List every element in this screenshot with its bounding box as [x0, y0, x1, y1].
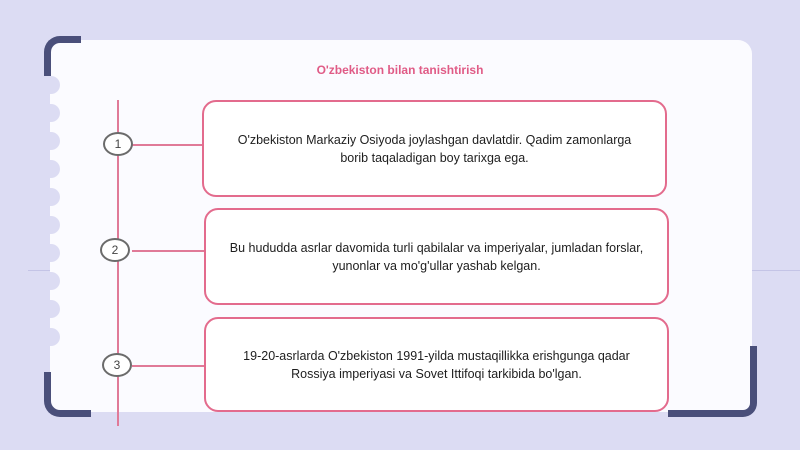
timeline-item-text: O'zbekiston Markaziy Osiyoda joylashgan davlatdir. Qadim zamonlarga borib taqaladigan boy tarixga ega. [237, 132, 632, 165]
timeline-step-number: 1 [103, 132, 133, 156]
frame-corner-bottom-right [668, 346, 757, 417]
timeline-item-text: Bu hududda asrlar davomida turli qabilalar va imperiyalar, jumladan forslar, yunonlar va mo'g'ullar yashab kelgan. [229, 240, 644, 273]
timeline-item [202, 100, 667, 197]
timeline-step-number: 3 [102, 353, 132, 377]
timeline-item-text: 19-20-asrlarda O'zbekiston 1991-yilda mustaqillikka erishgunga qadar Rossiya imperiyasi va Sovet Ittifoqi tarkibida bo'lgan. [243, 348, 630, 381]
timeline-connector [132, 365, 206, 367]
timeline-connector [132, 250, 206, 252]
timeline-step-number: 2 [100, 238, 130, 262]
timeline-connector [132, 144, 204, 146]
page-title: O'zbekiston bilan tanishtirish [316, 63, 484, 77]
frame-corner-bottom-left [44, 372, 91, 417]
timeline-item [204, 208, 669, 305]
timeline-item [204, 317, 669, 412]
